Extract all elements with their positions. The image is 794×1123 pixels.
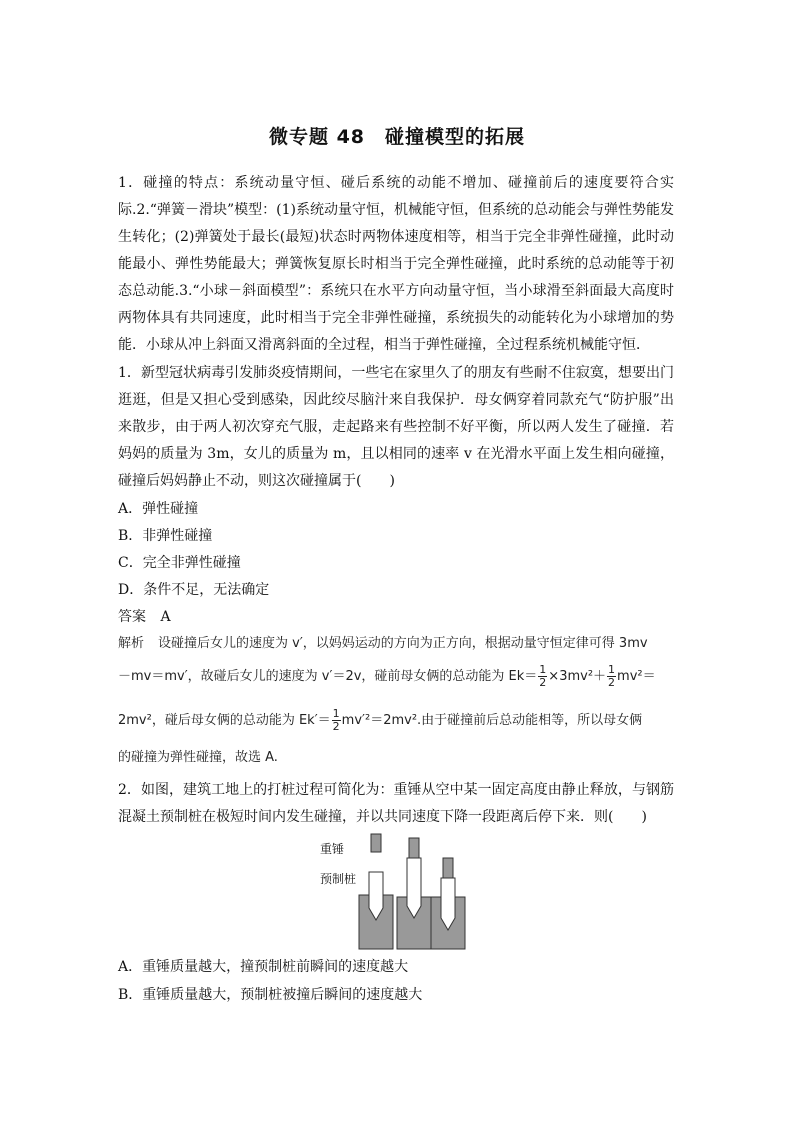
analysis-text-2a: －mv＝mv′，故碰后女儿的速度为 v′＝2v，碰前母女俩的总动能为 Ek＝: [118, 669, 538, 684]
hammer-3: [443, 858, 453, 878]
option-b: B．非弹性碰撞: [118, 528, 213, 544]
analysis-text-1: 设碰撞后女儿的速度为 v′，以妈妈运动的方向为正方向，根据动量守恒定律可得 3mv: [158, 636, 648, 651]
hammer-1: [371, 834, 381, 852]
analysis-line-2: [118, 664, 674, 689]
pile-label: 预制桩: [320, 872, 357, 886]
fraction-half: $\frac{1}{2}$: [539, 663, 547, 689]
question-2-stem: 2．如图，建筑工地上的打桩过程可简化为：重锤从空中某一固定高度由静止释放，与钢筋混凝土预制桩在极短时间内发生碰撞，并以共同速度下降一段距离后停下来．则( ): [118, 782, 674, 825]
analysis-line-4: 的碰撞为弹性碰撞，故选 A.: [118, 750, 278, 765]
hammer-label: 重锤: [320, 842, 345, 856]
pile-driving-figure: [320, 828, 480, 952]
pile-2: [407, 858, 421, 918]
answer-label: 答案: [118, 609, 146, 625]
question-1-stem: 1．新型冠状病毒引发肺炎疫情期间，一些宅在家里久了的朋友有些耐不住寂寞，想要出门逛逛，但是又担心受到感染，因此绞尽脑汁来自我保护．母女俩穿着同款充气“防护服”出来散步，由于两人初次穿充气服，走起路来有些控制不好平衡，所以两人发生了碰撞．若妈妈的质量为 3m，女儿的质量为 m，且以相同的速率 v 在光滑水平面上发生相向碰撞，碰撞后妈妈静止不动，则这次碰撞属于( ): [118, 365, 674, 489]
option-d: D．条件不足，无法确定: [118, 582, 270, 598]
analysis-text-2c: mv²＝: [617, 669, 656, 684]
option-a: A．弹性碰撞: [118, 501, 199, 517]
analysis-text-3b: mv′²＝2mv².由于碰撞前后总动能相等，所以母女俩: [341, 713, 643, 728]
answer-value: A: [160, 609, 171, 625]
fraction-half: $\frac{1}{2}$: [332, 707, 340, 733]
q2-option-b: B．重锤质量越大，预制桩被撞后瞬间的速度越大: [118, 987, 423, 1003]
option-c: C．完全非弹性碰撞: [118, 555, 241, 571]
intro-paragraph: 1．碰撞的特点：系统动量守恒、碰后系统的动能不增加、碰撞前后的速度要符合实际.2.“弹簧－滑块”模型：(1)系统动量守恒，机械能守恒，但系统的总动能会与弹性势能发生转化；(2)弹簧处于最长(最短)状态时两物体速度相等，相当于完全非弹性碰撞，此时动能最小、弹性势能最大；弹簧恢复原长时相当于完全弹性碰撞，此时系统的总动能等于初态总动能.3.“小球－斜面模型”：系统只在水平方向动量守恒，当小球滑至斜面最大高度时两物体具有共同速度，此时相当于完全非弹性碰撞，系统损失的动能转化为小球增加的势能．小球从冲上斜面又滑离斜面的全过程，相当于弹性碰撞，全过程系统机械能守恒．: [118, 175, 674, 353]
page-title: 微专题 48 碰撞模型的拓展: [268, 126, 526, 148]
analysis-line-3: [118, 708, 674, 733]
analysis-text-3a: 2mv²，碰后母女俩的总动能为 Ek′＝: [118, 713, 331, 728]
q2-option-a: A．重锤质量越大，撞预制桩前瞬间的速度越大: [118, 959, 409, 975]
fraction-half: $\frac{1}{2}$: [608, 663, 616, 689]
answer-line: [118, 607, 171, 627]
analysis-line-1: [118, 634, 674, 654]
analysis-text-2b: ×3mv²＋: [548, 669, 607, 684]
hammer-2: [409, 838, 419, 858]
pile-3: [441, 878, 455, 930]
analysis-label: 解析: [118, 636, 145, 651]
